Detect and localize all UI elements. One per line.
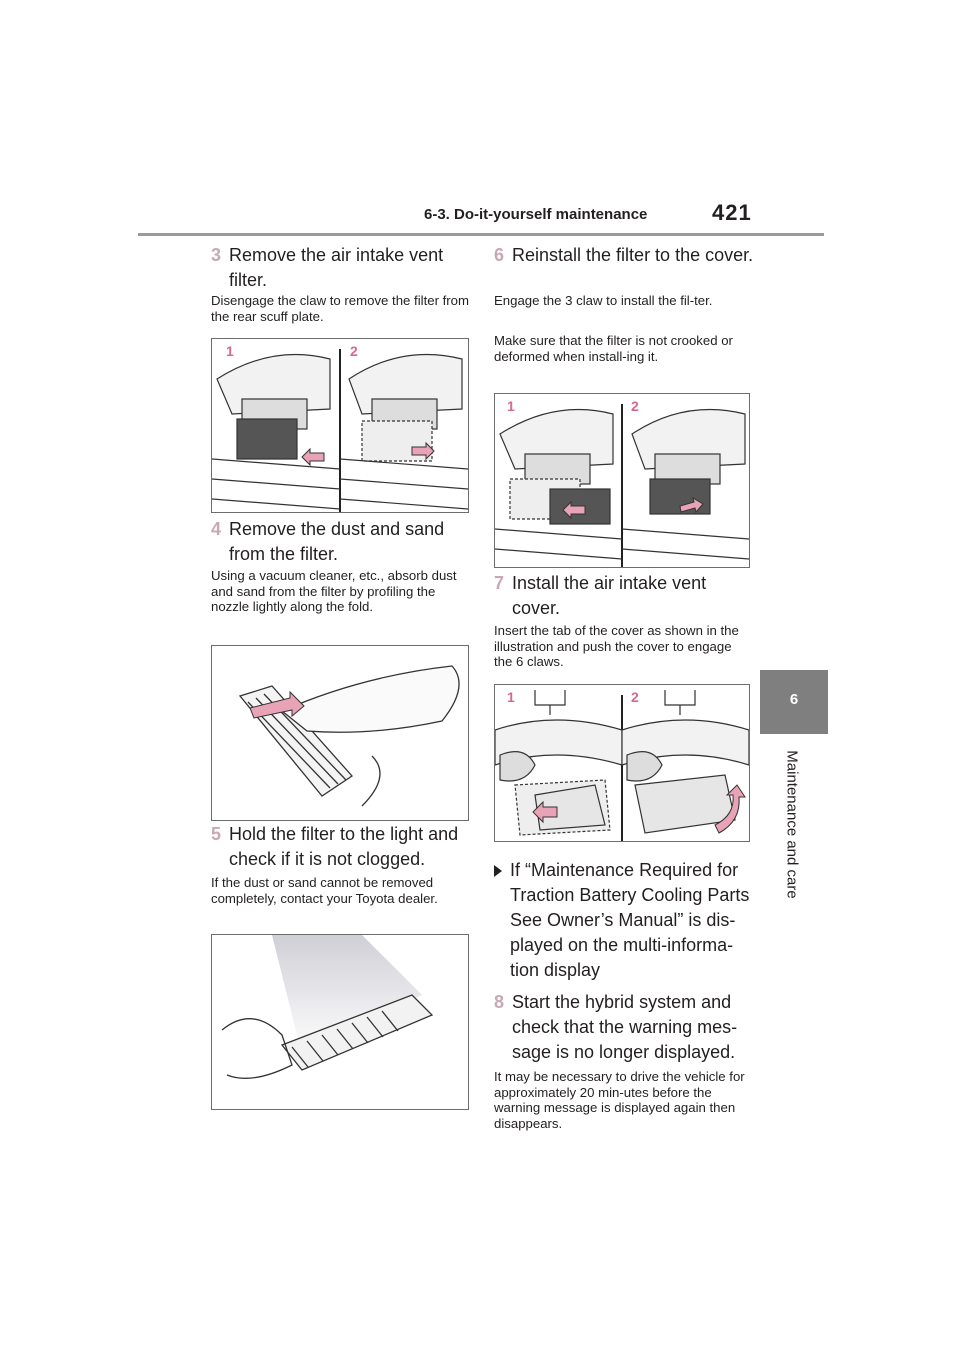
step-3-note: Disengage the claw to remove the filter from the rear scuff plate. <box>211 293 470 324</box>
light-check-illustration <box>212 935 468 1109</box>
step-3 <box>211 243 471 293</box>
reinstall-filter-illustration <box>495 394 749 567</box>
figure-light-check <box>211 934 469 1110</box>
step-6 <box>494 243 754 268</box>
step-5-note: If the dust or sand cannot be removed completely, contact your Toyota dealer. <box>211 875 438 906</box>
step-text: Start the hybrid system and check that the warning mes-sage is no longer displayed. <box>512 992 738 1062</box>
step-4-note: Using a vacuum cleaner, etc., absorb dust and sand from the filter by profiling the nozzle lightly along the fold. <box>211 568 457 614</box>
bullet-text: If “Maintenance Required for Traction Battery Cooling Parts See Owner’s Manual” is dis-played on the multi-informa-tion display <box>510 860 750 980</box>
step-6-note-2: Make sure that the filter is not crooked or deformed when install-ing it. <box>494 333 733 364</box>
callout-2: 2 <box>631 689 639 705</box>
condition-bullet <box>494 858 754 983</box>
chapter-title: Maintenance and care <box>783 750 801 899</box>
step-8-note: It may be necessary to drive the vehicle for approximately 20 min-utes before the warning message is displayed again then disappears. <box>494 1069 745 1131</box>
callout-2: 2 <box>350 343 358 359</box>
step-number: 8 <box>494 992 505 1012</box>
step-5 <box>211 822 471 872</box>
triangle-bullet-icon <box>494 865 502 877</box>
page-number: 421 <box>712 200 752 225</box>
install-cover-illustration <box>495 685 749 841</box>
figure-reinstall-filter <box>494 393 750 568</box>
step-number: 7 <box>494 573 505 593</box>
step-number: 5 <box>211 824 222 844</box>
header-divider <box>138 233 824 236</box>
callout-1: 1 <box>226 343 234 359</box>
remove-filter-illustration <box>212 339 468 512</box>
step-text: Remove the dust and sand from the filter. <box>229 519 445 564</box>
step-8 <box>494 990 754 1065</box>
step-4 <box>211 517 471 567</box>
step-number: 3 <box>211 245 222 265</box>
step-text: Reinstall the filter to the cover. <box>512 245 754 265</box>
figure-install-cover <box>494 684 750 842</box>
chapter-tab[interactable] <box>760 670 828 734</box>
chapter-number: 6 <box>789 691 799 708</box>
callout-2: 2 <box>631 398 639 414</box>
step-6-note-1: Engage the 3 claw to install the fil-ter. <box>494 293 713 308</box>
step-number: 6 <box>494 245 505 265</box>
figure-remove-filter <box>211 338 469 513</box>
step-7 <box>494 571 754 621</box>
step-text: Remove the air intake vent filter. <box>229 245 444 290</box>
vacuum-filter-illustration <box>212 646 468 820</box>
chapter-label <box>782 742 804 912</box>
figure-vacuum-filter <box>211 645 469 821</box>
step-text: Install the air intake vent cover. <box>512 573 707 618</box>
step-number: 4 <box>211 519 222 539</box>
section-title: 6-3. Do-it-yourself maintenance <box>424 206 648 223</box>
step-text: Hold the filter to the light and check if it is not clogged. <box>229 824 459 869</box>
callout-1: 1 <box>507 398 515 414</box>
step-7-note: Insert the tab of the cover as shown in the illustration and push the cover to engage the 6 claws. <box>494 623 739 669</box>
callout-1: 1 <box>507 689 515 705</box>
